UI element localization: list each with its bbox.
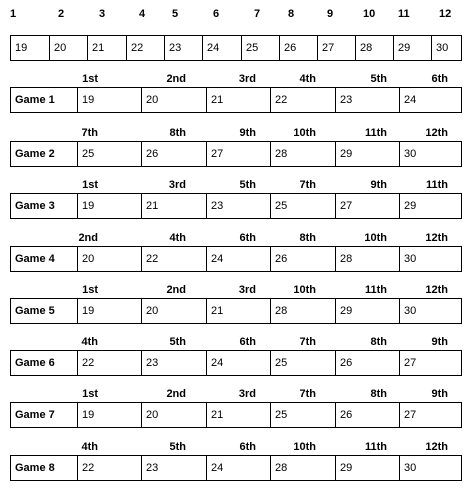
game-column-header: 7th — [299, 388, 316, 400]
game-column-header: 3rd — [168, 179, 186, 191]
value-cell: 20 — [49, 36, 87, 60]
game-label: Game 5 — [15, 305, 55, 317]
game-column-header: 12th — [425, 284, 448, 296]
top-values-row — [10, 35, 462, 61]
value-cell: 21 — [87, 36, 126, 60]
value-cell: 22 — [126, 36, 164, 60]
game-row — [10, 246, 462, 272]
game-label: Game 2 — [15, 148, 55, 160]
game-row — [10, 455, 462, 481]
game-row — [10, 141, 462, 167]
game-label: Game 8 — [15, 462, 55, 474]
value-cell: 30 — [431, 36, 463, 60]
column-number: 10 — [363, 8, 376, 20]
value-cell: 29 — [335, 142, 399, 166]
game-column-header: 10th — [293, 441, 316, 453]
value-cell: 25 — [270, 403, 335, 427]
game-column-header: 6th — [431, 73, 448, 85]
value-cell: 29 — [393, 36, 431, 60]
value-cell: 29 — [335, 456, 399, 480]
game-column-header: 4th — [81, 336, 98, 348]
column-number: 3 — [99, 8, 106, 20]
game-column-header: 1st — [82, 73, 98, 85]
value-cell: 28 — [355, 36, 393, 60]
game-column-header: 6th — [239, 441, 256, 453]
value-cell: 20 — [77, 247, 141, 271]
column-number: 7 — [254, 8, 261, 20]
value-cell: 22 — [141, 247, 206, 271]
value-cell: 26 — [270, 247, 335, 271]
game-label: Game 7 — [15, 409, 55, 421]
value-cell: 19 — [77, 88, 141, 112]
value-cell: 23 — [141, 456, 206, 480]
game-column-header: 2nd — [166, 388, 186, 400]
game-column-header: 2nd — [78, 232, 98, 244]
value-cell: 23 — [206, 194, 270, 218]
game-column-header: 9th — [239, 127, 256, 139]
value-cell: 23 — [164, 36, 202, 60]
value-cell: 28 — [335, 247, 399, 271]
game-column-header: 5th — [169, 336, 186, 348]
game-row — [10, 298, 462, 324]
game-column-header: 2nd — [166, 284, 186, 296]
column-number: 2 — [58, 8, 65, 20]
value-cell: 20 — [141, 88, 206, 112]
game-row — [10, 193, 462, 219]
game-column-header: 11th — [425, 179, 448, 191]
value-cell: 25 — [77, 142, 141, 166]
value-cell: 19 — [77, 403, 141, 427]
game-column-header: 3rd — [238, 284, 256, 296]
game-column-header: 3rd — [238, 388, 256, 400]
game-column-header: 12th — [425, 441, 448, 453]
value-cell: 20 — [141, 403, 206, 427]
value-cell: 24 — [399, 88, 463, 112]
game-column-header: 2nd — [166, 73, 186, 85]
value-cell: 21 — [206, 88, 270, 112]
value-cell: 27 — [206, 142, 270, 166]
column-number: 8 — [288, 8, 295, 20]
value-cell: 29 — [335, 299, 399, 323]
game-column-header: 10th — [293, 127, 316, 139]
game-column-header: 10th — [293, 284, 316, 296]
value-cell: 21 — [141, 194, 206, 218]
column-number: 11 — [398, 8, 410, 20]
value-cell: 22 — [77, 351, 141, 375]
value-cell: 25 — [270, 194, 335, 218]
game-row — [10, 87, 462, 113]
game-label: Game 6 — [15, 357, 55, 369]
game-label: Game 1 — [15, 94, 55, 106]
value-cell: 25 — [241, 36, 279, 60]
column-number: 6 — [213, 8, 220, 20]
value-cell: 28 — [270, 456, 335, 480]
value-cell: 24 — [206, 456, 270, 480]
value-cell: 30 — [399, 247, 463, 271]
value-cell: 19 — [77, 194, 141, 218]
value-cell: 28 — [270, 142, 335, 166]
game-label: Game 3 — [15, 200, 55, 212]
value-cell: 21 — [206, 299, 270, 323]
game-column-header: 12th — [425, 127, 448, 139]
column-number: 1 — [10, 8, 17, 20]
game-column-header: 7th — [299, 336, 316, 348]
game-column-header: 5th — [239, 179, 256, 191]
column-number: 5 — [172, 8, 179, 20]
value-cell: 26 — [141, 142, 206, 166]
value-cell: 27 — [335, 194, 399, 218]
game-column-header: 10th — [364, 232, 387, 244]
game-column-header: 1st — [82, 388, 98, 400]
game-row — [10, 402, 462, 428]
game-column-header: 5th — [169, 441, 186, 453]
game-column-header: 7th — [81, 127, 98, 139]
game-column-header: 4th — [81, 441, 98, 453]
column-number: 4 — [139, 8, 146, 20]
value-cell: 27 — [317, 36, 355, 60]
game-column-header: 11th — [364, 441, 387, 453]
value-cell: 20 — [141, 299, 206, 323]
game-column-header: 8th — [299, 232, 316, 244]
game-column-header: 7th — [299, 179, 316, 191]
game-column-header: 9th — [431, 336, 448, 348]
value-cell: 28 — [270, 299, 335, 323]
game-column-header: 6th — [239, 232, 256, 244]
value-cell: 23 — [335, 88, 399, 112]
value-cell: 29 — [399, 194, 463, 218]
game-column-header: 6th — [239, 336, 256, 348]
game-column-header: 4th — [299, 73, 316, 85]
game-column-header: 11th — [364, 284, 387, 296]
value-cell: 30 — [399, 299, 463, 323]
value-cell: 27 — [399, 351, 463, 375]
value-cell: 19 — [77, 299, 141, 323]
value-cell: 30 — [399, 456, 463, 480]
game-column-header: 1st — [82, 179, 98, 191]
value-cell: 24 — [206, 351, 270, 375]
value-cell: 21 — [206, 403, 270, 427]
value-cell: 23 — [141, 351, 206, 375]
value-cell: 24 — [202, 36, 241, 60]
game-column-header: 8th — [370, 336, 387, 348]
value-cell: 26 — [335, 403, 399, 427]
game-column-header: 11th — [364, 127, 387, 139]
value-cell: 30 — [399, 142, 463, 166]
game-column-header: 5th — [370, 73, 387, 85]
game-column-header: 12th — [425, 232, 448, 244]
game-column-header: 8th — [169, 127, 186, 139]
game-column-header: 3rd — [238, 73, 256, 85]
game-column-header: 9th — [431, 388, 448, 400]
value-cell: 24 — [206, 247, 270, 271]
game-label: Game 4 — [15, 253, 55, 265]
column-number: 9 — [327, 8, 334, 20]
game-column-header: 4th — [169, 232, 186, 244]
value-cell: 27 — [399, 403, 463, 427]
value-cell: 22 — [77, 456, 141, 480]
game-column-header: 8th — [370, 388, 387, 400]
value-cell: 26 — [279, 36, 317, 60]
value-cell: 19 — [15, 42, 28, 54]
value-cell: 22 — [270, 88, 335, 112]
value-cell: 25 — [270, 351, 335, 375]
game-row — [10, 350, 462, 376]
game-column-header: 1st — [82, 284, 98, 296]
column-number: 12 — [439, 8, 452, 20]
game-column-header: 9th — [370, 179, 387, 191]
value-cell: 26 — [335, 351, 399, 375]
